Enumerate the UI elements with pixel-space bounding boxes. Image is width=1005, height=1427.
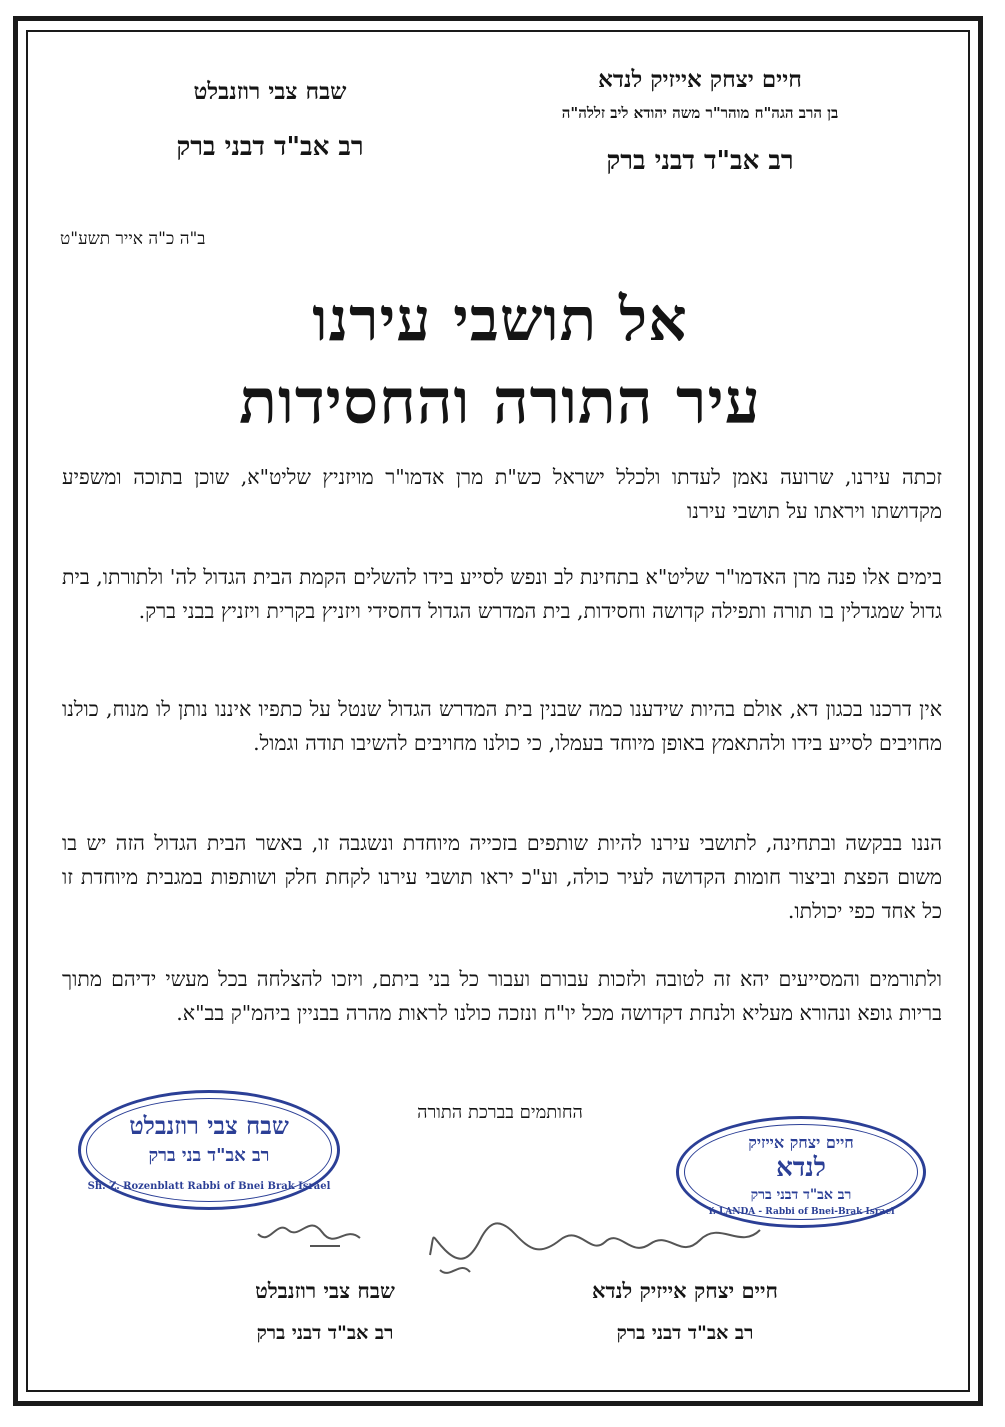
- header-right-rabbi-lineage: בן הרב הגה"ח מוהר"ר משה יהודא ליב זללה"ה: [561, 104, 839, 122]
- signature-left-stroke: [258, 1225, 360, 1246]
- header-left-rabbi-name: שבח צבי רוזנבלט: [193, 78, 347, 105]
- stamp-right-lower-text: רב אב"ד דבני ברק: [750, 1187, 852, 1203]
- paragraph-3: אין דרכנו בכגון דא, אולם בהיות שידענו כמה שבנין בית המדרש הגדול שנטל על כתפיו איננו נותן לו מנוח, כולנו מחויבים לסייע בידו ולהתאמץ באופן מיוחד בעמלו, כי כולנו מחויבים להשיבו תודה וגמול.: [62, 697, 942, 755]
- paragraph-5: ולתורמים והמסייעים יהא זה לטובה ולזכות עבורם ועבור כל בני ביתם, ויזכו להצלחה בכל מעשי ידיהם מתוך בריות גופא ונהורא מעליא ולנחת דקדושה מכל יו"ח ונזכה כולנו לראות מהרה בבניין ביהמ"ק בב"א.: [62, 967, 942, 1025]
- signature-left-name: שבח צבי רוזנבלט: [255, 1278, 395, 1303]
- handwritten-signature-right: [420, 1210, 770, 1285]
- stamp-right-middle-text: לנדא: [776, 1153, 826, 1183]
- headline-line-1: אל תושבי עירנו: [312, 285, 688, 355]
- document-date: ב"ה כ"ה אייר תשע"ט: [60, 229, 206, 249]
- paragraph-1: זכתה עירנו, שרועה נאמן לעדתו ולכלל ישראל כש"ת מרן אדמו"ר מויזניץ שליט"א, שוכן בתוכה ומשפיע מקדושתו ויראתו על תושבי עירנו: [62, 465, 942, 523]
- headline-line-2: עיר התורה והחסידות: [239, 365, 761, 438]
- stamp-left-bottom-text: Sh. Z. Rozenblatt Rabbi of Bnei Brak Israel: [87, 1181, 331, 1192]
- stamp-left-top-text: שבח צבי רוזנבלט: [129, 1111, 289, 1140]
- signature-right-title: רב אב"ד דבני ברק: [616, 1322, 754, 1344]
- signature-right-stroke: [430, 1223, 760, 1273]
- paragraph-4: הננו בבקשה ובתחינה, לתושבי עירנו להיות שותפים בזכייה מיוחדת ונשגבה זו, באשר הבית הגדול הזה יש בו משום הפצת וביצור חומות הקדושה לעיר כולה, וע"כ יראו תושבי עירנו לקחת חלק ושותפות במגבית מיוחדת זו כל אחד כפי יכולתו.: [62, 831, 942, 923]
- stamp-right-top-text: חיים יצחק אייזיק: [748, 1133, 854, 1152]
- stamp-right-bottom-text: Y. LANDA - Rabbi of Bnei-Brak Israel: [707, 1207, 895, 1217]
- header-right-rabbi-title: רב אב"ד דבני ברק: [606, 146, 794, 176]
- signature-right-name: חיים יצחק אייזיק לנדא: [592, 1278, 778, 1303]
- handwritten-signature-left: [240, 1210, 370, 1260]
- closing-line: החותמים בברכת התורה: [417, 1102, 583, 1123]
- signature-left-title: רב אב"ד דבני ברק: [256, 1322, 394, 1344]
- stamp-left: [78, 1090, 340, 1210]
- paragraph-2: בימים אלו פנה מרן האדמו"ר שליט"א בתחינת לב ונפש לסייע בידו להשלים הקמת הבית הגדול לה' ולתורתו, בית גדול שמגדלין בו תורה ותפילה קדושה וחסידות, בית המדרש הגדול דחסידי ויזניץ בקרית ויזניץ בבני ברק.: [62, 565, 942, 623]
- header-left-rabbi-title: רב אב"ד דבני ברק: [176, 132, 364, 162]
- stamp-left-middle-text: רב אב"ד בני ברק: [148, 1145, 270, 1166]
- header-right-rabbi-name: חיים יצחק אייזיק לנדא: [598, 66, 802, 93]
